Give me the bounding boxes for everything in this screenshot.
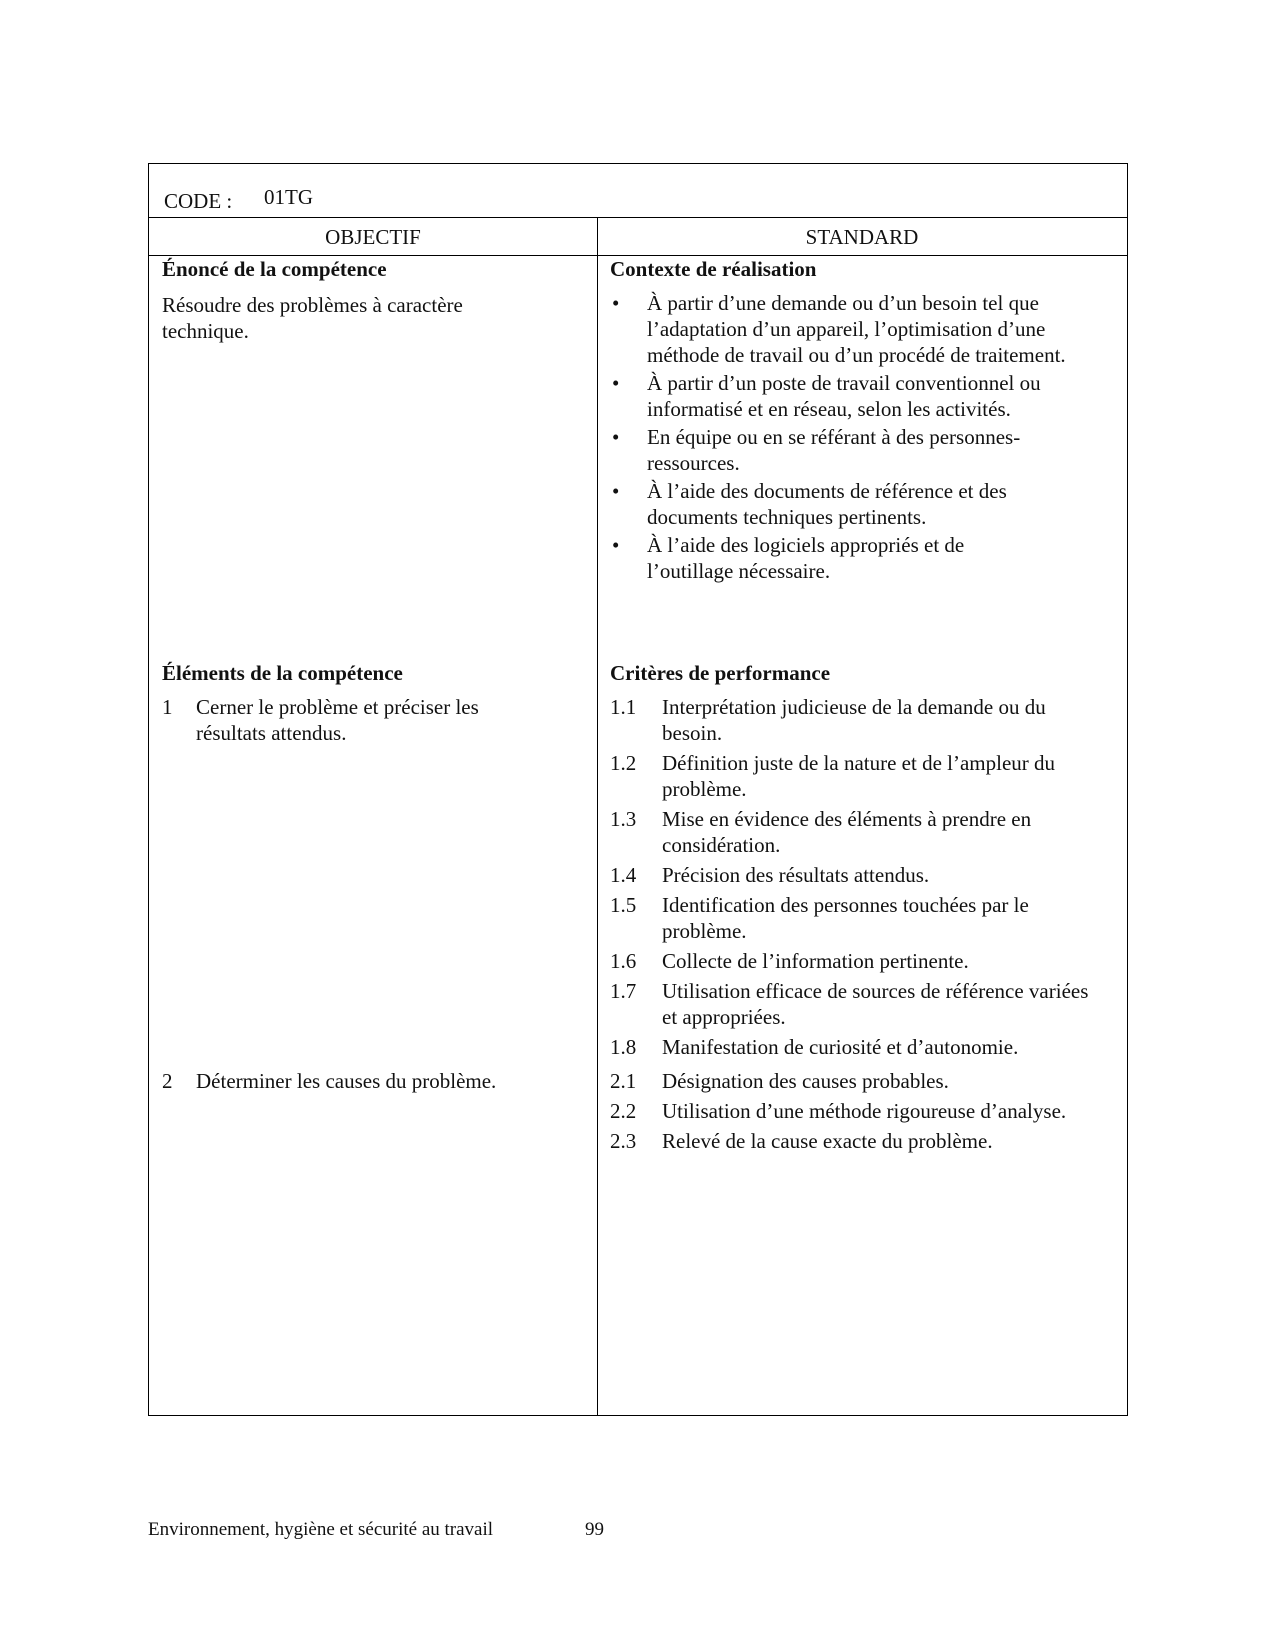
critere-item: 2.3 Relevé de la cause exacte du problème. [610,1129,993,1153]
contexte-item: • À l’aide des documents de référence et des documents techniques pertinents. [612,479,1007,529]
code-value: 01TG [264,185,313,209]
objectif-header: OBJECTIF [325,225,421,249]
element-text: Déterminer les causes du problème. [196,1069,497,1093]
bullet-icon: • [612,533,620,557]
element-number: 1 [162,695,173,719]
elements-title: Éléments de la compétence [162,661,403,685]
element-text: Cerner le problème et préciser les résultats attendus. [196,695,479,745]
code-label: CODE : [164,189,233,213]
contexte-title: Contexte de réalisation [610,257,817,281]
critere-item: 1.4 Précision des résultats attendus. [610,863,930,887]
criteres-section [610,660,1115,1064]
critere-item: 1.3 Mise en évidence des éléments à prendre en considération. [610,807,1032,857]
contexte-list [610,290,1080,584]
bullet-icon: • [612,291,620,315]
element-item [162,694,536,746]
bullet-icon: • [612,425,620,449]
critere-item: 2.1 Désignation des causes probables. [610,1069,949,1093]
contexte-section [610,256,1115,586]
header-row [149,218,1127,256]
bullet-icon: • [612,371,620,395]
criteres-title: Critères de performance [610,661,831,685]
column-divider [597,218,598,1415]
contexte-item: • À l’aide des logiciels appropriés et de l’outillage nécessaire. [612,533,965,583]
code-row [149,164,1127,218]
contexte-item: • À partir d’un poste de travail conventionnel ou informatisé et en réseau, selon les activités. [612,371,1041,421]
competency-table [148,163,1128,1416]
page-number: 99 [585,1519,604,1540]
critere-item: 1.5 Identification des personnes touchées par le problème. [610,893,1029,943]
footer-title: Environnement, hygiène et sécurité au travail [148,1519,494,1540]
element-item [162,1068,576,1094]
enonce-title: Énoncé de la compétence [162,257,387,281]
critere-item: 1.7 Utilisation efficace de sources de référence variées et appropriées. [610,979,1089,1029]
critere-item: 1.6 Collecte de l’information pertinente. [610,949,969,973]
critere-item: 1.8 Manifestation de curiosité et d’autonomie. [610,1035,1019,1059]
enonce-text: Résoudre des problèmes à caractère technique. [162,293,463,343]
element-number: 2 [162,1069,173,1093]
contexte-item: • En équipe ou en se référant à des personnes-ressources. [612,425,1021,475]
criteres-list-1 [610,694,1090,1060]
critere-item: 1.2 Définition juste de la nature et de l’ampleur du problème. [610,751,1056,801]
element-2-section [162,1068,582,1094]
enonce-section [162,256,582,344]
critere-item: 2.2 Utilisation d’une méthode rigoureuse d’analyse. [610,1099,1067,1123]
bullet-icon: • [612,479,620,503]
standard-header: STANDARD [805,225,919,249]
critere-item: 1.1 Interprétation judicieuse de la demande ou du besoin. [610,695,1046,745]
contexte-item: • À partir d’une demande ou d’un besoin tel que l’adaptation d’un appareil, l’optimisation d’une méthode de travail ou d’un procédé de traitement. [612,291,1066,367]
criteres-list-2 [610,1068,1110,1154]
criteres-group-2 [610,1068,1115,1158]
elements-section [162,660,582,746]
